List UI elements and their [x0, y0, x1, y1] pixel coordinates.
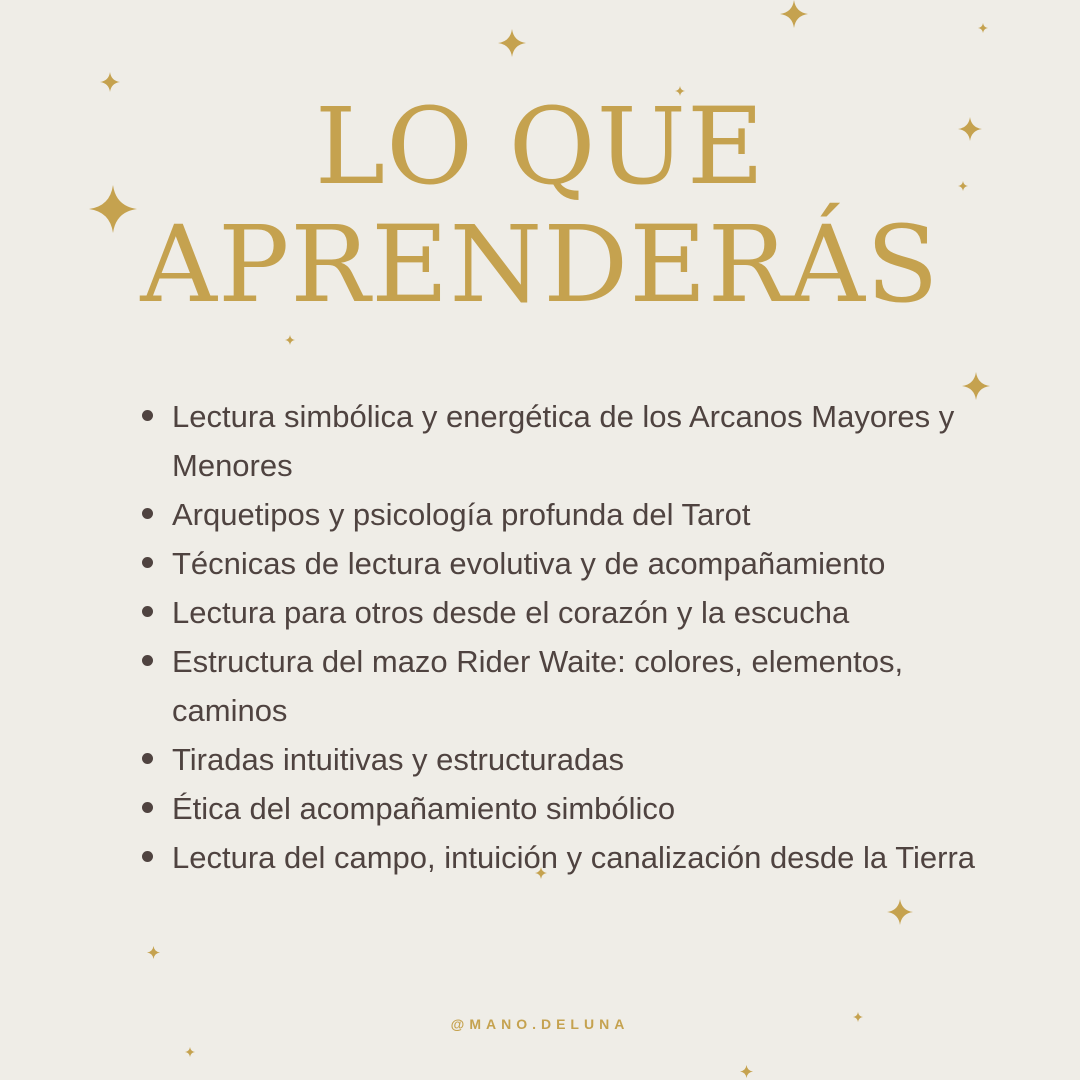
sparkle-icon [780, 0, 808, 28]
sparkle-icon [285, 335, 295, 345]
sparkle-icon [887, 899, 913, 925]
list-item: Lectura simbólica y energética de los Arcanos Mayores y Menores [140, 392, 980, 490]
sparkle-icon [740, 1065, 753, 1078]
list-item: Estructura del mazo Rider Waite: colores, elementos, caminos [140, 637, 980, 735]
social-handle: @MANO.DELUNA [450, 1016, 630, 1032]
list-item: Lectura del campo, intuición y canalización desde la Tierra [140, 833, 980, 882]
list-item: Tiradas intuitivas y estructuradas [140, 735, 980, 784]
title-line-1: LO QUE [314, 85, 766, 208]
list-item: Arquetipos y psicología profunda del Tarot [140, 490, 980, 539]
page-title [0, 85, 1080, 326]
list-item: Ética del acompañamiento simbólico [140, 784, 980, 833]
list-item: Lectura para otros desde el corazón y la escucha [140, 588, 980, 637]
sparkle-icon [498, 29, 526, 57]
sparkle-icon [978, 23, 988, 33]
sparkle-icon [185, 1047, 195, 1057]
sparkle-icon [147, 946, 160, 959]
list-item: Técnicas de lectura evolutiva y de acompañamiento [140, 539, 980, 588]
learning-list [140, 392, 980, 882]
title-line-2: APRENDERÁS [140, 203, 940, 326]
